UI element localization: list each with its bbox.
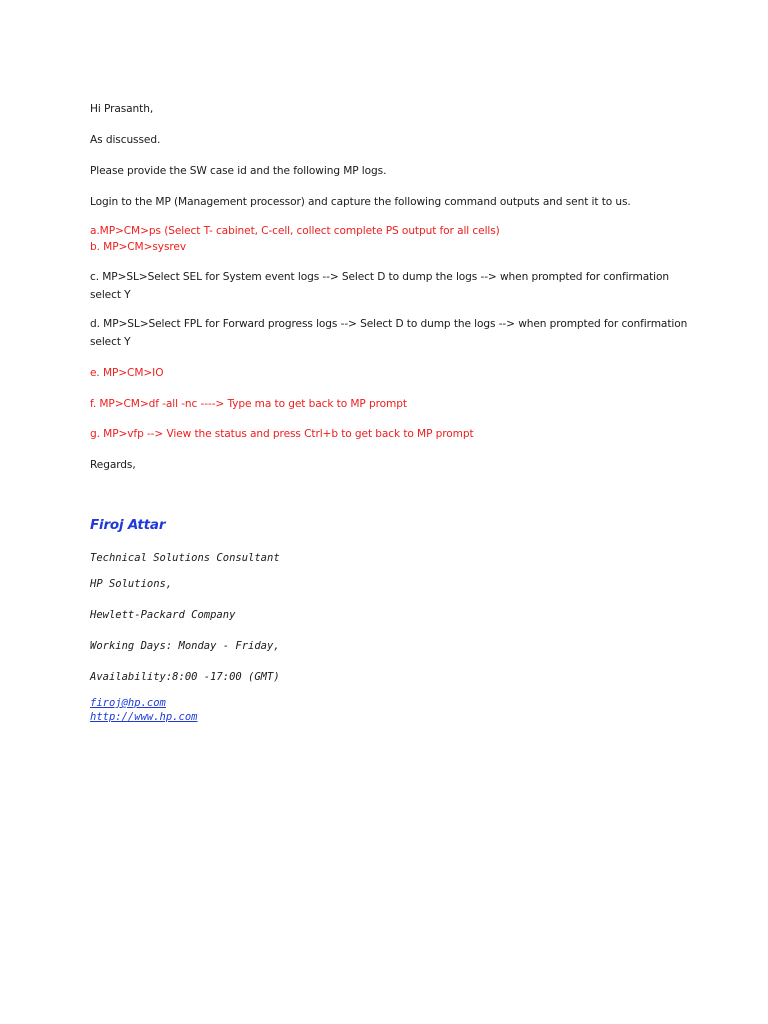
signature-email-link[interactable]: firoj@hp.com [90, 697, 166, 709]
step-b: b. MP>CM>sysrev [90, 241, 186, 253]
signature-name: Firoj Attar [90, 517, 166, 533]
signature-company: Hewlett-Packard Company [90, 609, 236, 621]
step-g: g. MP>vfp --> View the status and press Ctrl+b to get back to MP prompt [90, 428, 474, 440]
signature-website-link[interactable]: http://www.hp.com [90, 711, 198, 723]
instruction-text: Login to the MP (Management processor) and capture the following command outputs and sent it to us. [90, 196, 631, 208]
step-f: f. MP>CM>df -all -nc ----> Type ma to get back to MP prompt [90, 398, 407, 410]
step-e: e. MP>CM>IO [90, 367, 164, 379]
closing-text: Regards, [90, 459, 136, 471]
signature-working-days: Working Days: Monday - Friday, [90, 640, 280, 652]
intro-text: As discussed. [90, 134, 161, 146]
step-a: a.MP>CM>ps (Select T- cabinet, C-cell, collect complete PS output for all cells) [90, 225, 500, 237]
signature-availability: Availability:8:00 -17:00 (GMT) [90, 671, 280, 683]
step-c: c. MP>SL>Select SEL for System event logs --> Select D to dump the logs --> when prompted for confirmation select Y [90, 271, 669, 301]
request-text: Please provide the SW case id and the following MP logs. [90, 165, 387, 177]
step-d: d. MP>SL>Select FPL for Forward progress logs --> Select D to dump the logs --> when prompted for confirmation select Y [90, 318, 688, 348]
greeting: Hi Prasanth, [90, 103, 154, 115]
signature-title: Technical Solutions Consultant [90, 552, 280, 564]
signature-department: HP Solutions, [90, 578, 173, 590]
